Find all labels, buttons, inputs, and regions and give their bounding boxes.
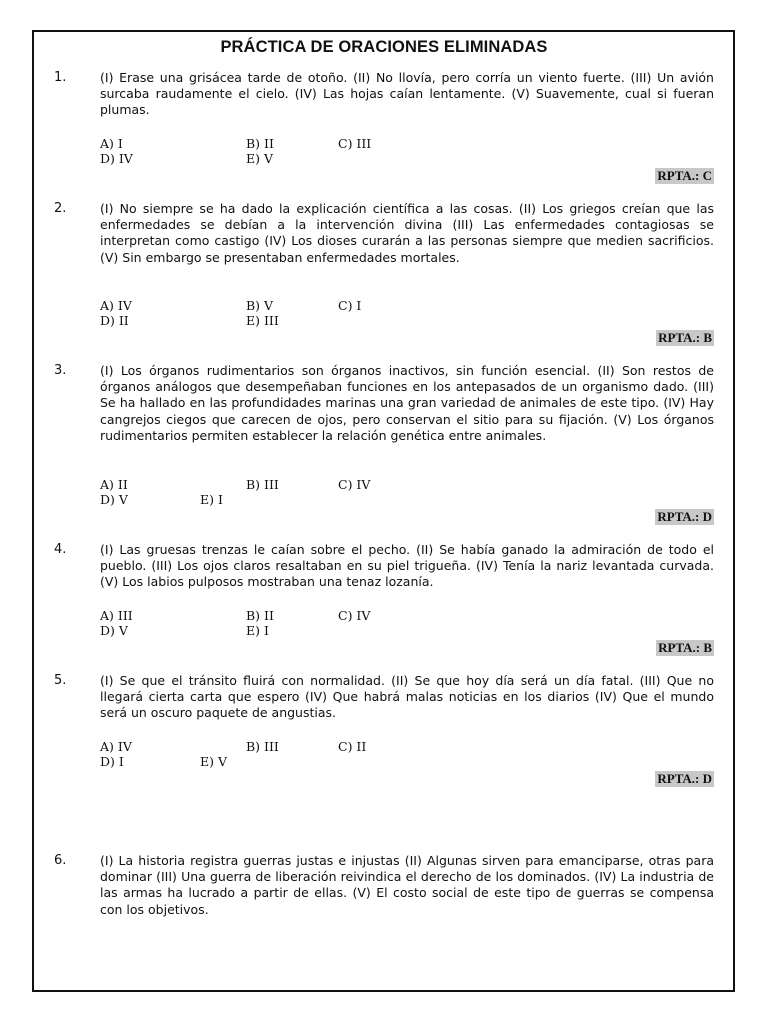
- option-b: B) III: [246, 739, 279, 754]
- option-c: C) IV: [338, 608, 371, 623]
- option-b: B) II: [246, 608, 274, 623]
- option-c: C) I: [338, 298, 362, 313]
- question-text: (I) Se que el tránsito fluirá con normalidad. (II) Se que hoy día será un día fatal. (III) Que no llegará cierta carta que espero (IV) Que habrá malas noticias en los diarios (IV) Que el mundo será un oscuro paquete de angustias.: [100, 673, 714, 721]
- question-number: 5.: [54, 673, 67, 688]
- question-number: 3.: [54, 363, 67, 378]
- option-b: B) V: [246, 298, 274, 313]
- option-d: D) I: [100, 754, 124, 769]
- answer-badge: RPTA.: D: [657, 509, 712, 524]
- answer-badge: RPTA.: B: [658, 330, 712, 345]
- option-c: C) III: [338, 136, 372, 151]
- option-c: C) II: [338, 739, 367, 754]
- answer-badge: RPTA.: C: [657, 168, 712, 183]
- option-e: E) V: [246, 151, 274, 166]
- option-a: A) IV: [100, 739, 132, 754]
- option-a: A) IV: [100, 298, 132, 313]
- question-text: (I) No siempre se ha dado la explicación científica a las cosas. (II) Los griegos creían que las enfermedades se debían a la intervención divina (III) Las enfermedades contagiosas se interpretan como castigo (IV) Los dioses curarán a las personas siempre que medien sacrificios. (V) Sin embargo se presentaban enfermedades mortales.: [100, 201, 714, 265]
- option-e: E) III: [246, 313, 279, 328]
- option-d: D) V: [100, 492, 128, 507]
- option-e: E) I: [246, 623, 269, 638]
- answer-badge: RPTA.: B: [658, 640, 712, 655]
- option-a: A) III: [100, 608, 133, 623]
- option-e: E) I: [200, 492, 223, 507]
- option-a: A) I: [100, 136, 123, 151]
- page-frame: [32, 30, 735, 992]
- option-e: E) V: [200, 754, 228, 769]
- option-d: D) IV: [100, 151, 133, 166]
- question-number: 6.: [54, 853, 67, 868]
- question-text: (I) Erase una grisácea tarde de otoño. (II) No llovía, pero corría un viento fuerte. (III) Un avión surcaba raudamente el cielo. (IV) Las hojas caían lentamente. (V) Suavemente, cual si fueran plumas.: [100, 70, 714, 118]
- option-c: C) IV: [338, 477, 371, 492]
- page-title: PRÁCTICA DE ORACIONES ELIMINADAS: [220, 38, 548, 56]
- option-b: B) III: [246, 477, 279, 492]
- question-text: (I) Las gruesas trenzas le caían sobre el pecho. (II) Se había ganado la admiración de todo el pueblo. (III) Los ojos claros resaltaban en su piel trigueña. (IV) Tenía la nariz levantada curvada. (V) Los labios pulposos mostraban una tenaz lozanía.: [100, 542, 714, 590]
- option-a: A) II: [100, 477, 128, 492]
- question-text: (I) La historia registra guerras justas e injustas (II) Algunas sirven para emanciparse, otras para dominar (III) Una guerra de liberación reivindica el derecho de los dominados. (IV) La industria de las armas ha lucrado a partir de ellas. (V) El costo social de este tipo de guerras se compensa con los objetivos.: [100, 853, 714, 917]
- question-text: (I) Los órganos rudimentarios son órganos inactivos, sin función esencial. (II) Son restos de órganos análogos que desempeñaban funciones en los antepasados de un organismo dado. (III) Se ha hallado en las profundidades marinas una gran variedad de animales de este tipo. (IV) Hay cangrejos ciegos que carecen de ojos, pero conservan el sitio para su fijación. (V) Los órganos rudimentarios permiten establecer la relación genética entre animales.: [100, 363, 714, 443]
- option-b: B) II: [246, 136, 274, 151]
- answer-badge: RPTA.: D: [657, 771, 712, 786]
- option-d: D) V: [100, 623, 128, 638]
- question-number: 4.: [54, 542, 67, 557]
- question-number: 1.: [54, 70, 67, 85]
- option-d: D) II: [100, 313, 129, 328]
- question-number: 2.: [54, 201, 67, 216]
